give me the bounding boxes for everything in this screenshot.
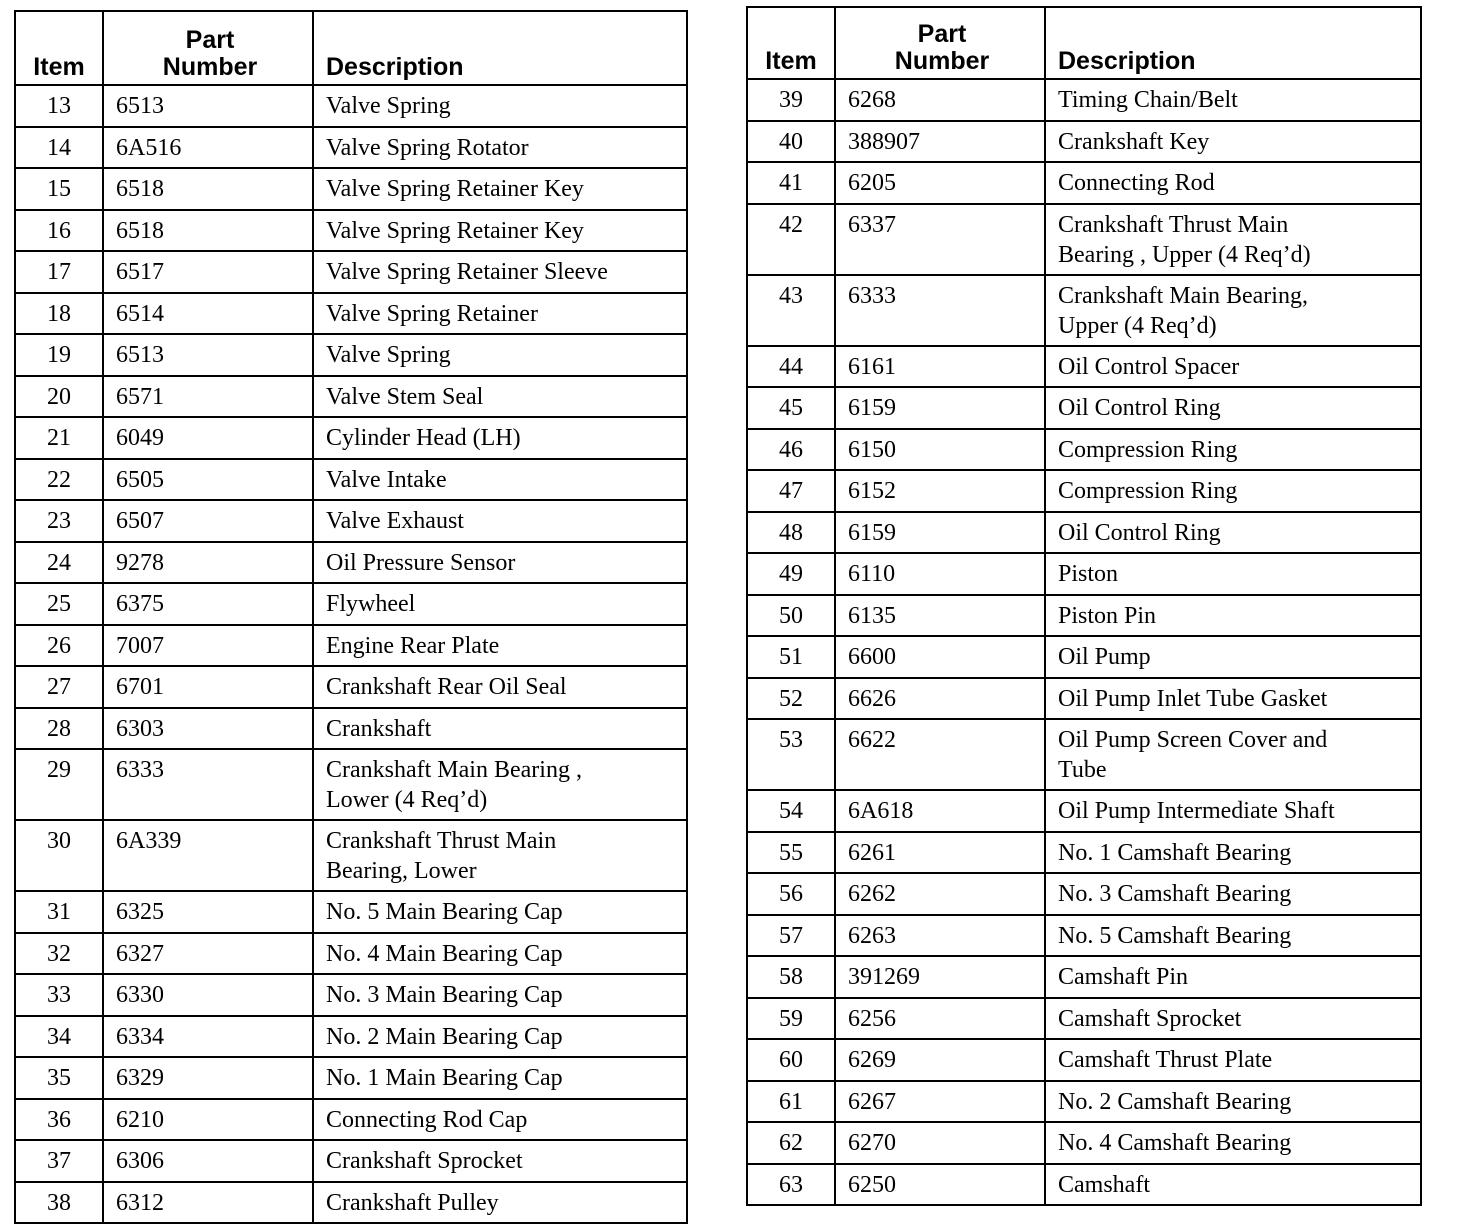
table-row [15,1016,687,1058]
part-number-cell: 6159 [835,387,1045,429]
description-cell: No. 1 Main Bearing Cap [313,1057,687,1099]
part-number-cell: 6622 [835,719,1045,790]
part-number-cell: 6A339 [103,820,313,891]
description-cell: Crankshaft [313,708,687,750]
table-row [747,512,1421,554]
description-cell: Oil Control Ring [1045,512,1421,554]
table-row [15,666,687,708]
description-cell: No. 3 Main Bearing Cap [313,974,687,1016]
item-cell: 61 [747,1081,835,1123]
table-row [747,636,1421,678]
table-row [747,162,1421,204]
description-cell: Oil Pump [1045,636,1421,678]
part-number-cell: 6626 [835,678,1045,720]
part-number-cell: 6513 [103,334,313,376]
part-number-cell: 6312 [103,1182,313,1224]
description-cell: Valve Spring Retainer [313,293,687,335]
part-number-cell: 6330 [103,974,313,1016]
part-number-cell: 391269 [835,956,1045,998]
table-row [747,79,1421,121]
table-row [15,334,687,376]
item-cell: 63 [747,1164,835,1206]
part-number-column-header: Part Number [103,11,313,85]
item-cell: 28 [15,708,103,750]
table-row [15,1140,687,1182]
table-row [15,820,687,891]
table-row [747,832,1421,874]
part-number-column-header: Part Number [835,7,1045,79]
part-number-cell: 6135 [835,595,1045,637]
part-number-cell: 6269 [835,1039,1045,1081]
item-cell: 46 [747,429,835,471]
description-cell: No. 4 Main Bearing Cap [313,933,687,975]
item-cell: 20 [15,376,103,418]
parts-table-right [746,6,1422,1206]
item-cell: 41 [747,162,835,204]
table-row [747,1081,1421,1123]
part-number-cell: 6152 [835,470,1045,512]
item-cell: 31 [15,891,103,933]
part-number-cell: 6250 [835,1164,1045,1206]
part-number-cell: 6268 [835,79,1045,121]
description-cell: Valve Spring Retainer Sleeve [313,251,687,293]
description-cell: Flywheel [313,583,687,625]
description-cell: Oil Pump Screen Cover and Tube [1045,719,1421,790]
table-row [747,470,1421,512]
part-number-cell: 6325 [103,891,313,933]
description-cell: Compression Ring [1045,470,1421,512]
description-cell: Connecting Rod Cap [313,1099,687,1141]
part-number-cell: 6049 [103,417,313,459]
description-cell: Crankshaft Main Bearing , Lower (4 Req’d) [313,749,687,820]
item-cell: 29 [15,749,103,820]
table-row [747,1039,1421,1081]
item-cell: 62 [747,1122,835,1164]
part-number-cell: 6263 [835,915,1045,957]
description-cell: Oil Pump Inlet Tube Gasket [1045,678,1421,720]
description-cell: No. 5 Main Bearing Cap [313,891,687,933]
table-row [15,210,687,252]
item-cell: 39 [747,79,835,121]
item-cell: 43 [747,275,835,346]
description-cell: No. 3 Camshaft Bearing [1045,873,1421,915]
description-cell: Camshaft [1045,1164,1421,1206]
item-cell: 15 [15,168,103,210]
part-number-cell: 7007 [103,625,313,667]
item-column-header: Item [15,11,103,85]
description-cell: No. 1 Camshaft Bearing [1045,832,1421,874]
description-cell: Cylinder Head (LH) [313,417,687,459]
header-row [15,11,687,85]
description-cell: Valve Intake [313,459,687,501]
item-cell: 50 [747,595,835,637]
part-number-cell: 6329 [103,1057,313,1099]
item-cell: 19 [15,334,103,376]
part-number-cell: 6518 [103,168,313,210]
table-row [15,1057,687,1099]
table-row [747,873,1421,915]
part-number-cell: 6334 [103,1016,313,1058]
table-row [747,121,1421,163]
part-number-cell: 6256 [835,998,1045,1040]
item-cell: 13 [15,85,103,127]
parts-table-left [14,10,688,1224]
item-cell: 21 [15,417,103,459]
part-number-cell: 6701 [103,666,313,708]
description-cell: Crankshaft Thrust Main Bearing , Upper (4 Req’d) [1045,204,1421,275]
item-cell: 35 [15,1057,103,1099]
part-number-cell: 6513 [103,85,313,127]
table-row [747,1122,1421,1164]
part-number-cell: 6A618 [835,790,1045,832]
part-number-cell: 6150 [835,429,1045,471]
part-number-cell: 9278 [103,542,313,584]
item-cell: 17 [15,251,103,293]
description-cell: Crankshaft Key [1045,121,1421,163]
item-cell: 22 [15,459,103,501]
item-cell: 34 [15,1016,103,1058]
table-row [747,1164,1421,1206]
part-number-cell: 6303 [103,708,313,750]
item-cell: 37 [15,1140,103,1182]
table-row [15,127,687,169]
description-column-header: Description [313,11,687,85]
table-row [15,708,687,750]
table-row [15,500,687,542]
part-number-cell: 6333 [835,275,1045,346]
part-number-cell: 6261 [835,832,1045,874]
description-column-header: Description [1045,7,1421,79]
header-row [747,7,1421,79]
description-cell: Valve Spring Retainer Key [313,168,687,210]
part-number-cell: 6270 [835,1122,1045,1164]
description-cell: Oil Pump Intermediate Shaft [1045,790,1421,832]
table-row [15,376,687,418]
table-row [15,293,687,335]
description-cell: Piston Pin [1045,595,1421,637]
item-cell: 38 [15,1182,103,1224]
table-row [747,346,1421,388]
item-cell: 45 [747,387,835,429]
part-number-cell: 6159 [835,512,1045,554]
table-row [747,915,1421,957]
table-row [747,719,1421,790]
item-cell: 48 [747,512,835,554]
item-cell: 58 [747,956,835,998]
table-row [747,429,1421,471]
table-row [15,417,687,459]
description-cell: Valve Exhaust [313,500,687,542]
description-cell: Camshaft Pin [1045,956,1421,998]
description-cell: No. 2 Camshaft Bearing [1045,1081,1421,1123]
part-number-cell: 6514 [103,293,313,335]
item-cell: 53 [747,719,835,790]
table-row [15,625,687,667]
part-number-cell: 6517 [103,251,313,293]
description-cell: No. 5 Camshaft Bearing [1045,915,1421,957]
part-number-cell: 6333 [103,749,313,820]
table-row [15,542,687,584]
table-row [747,956,1421,998]
table-row [15,583,687,625]
part-number-cell: 6262 [835,873,1045,915]
table-row [15,85,687,127]
item-cell: 30 [15,820,103,891]
item-cell: 24 [15,542,103,584]
item-cell: 59 [747,998,835,1040]
description-cell: Oil Pressure Sensor [313,542,687,584]
item-cell: 32 [15,933,103,975]
part-number-cell: 388907 [835,121,1045,163]
description-cell: Piston [1045,553,1421,595]
table-row [747,678,1421,720]
item-column-header: Item [747,7,835,79]
item-cell: 42 [747,204,835,275]
table-body-right [747,79,1421,1205]
item-cell: 52 [747,678,835,720]
description-cell: Camshaft Sprocket [1045,998,1421,1040]
description-cell: No. 2 Main Bearing Cap [313,1016,687,1058]
description-cell: Timing Chain/Belt [1045,79,1421,121]
item-cell: 57 [747,915,835,957]
description-cell: Crankshaft Sprocket [313,1140,687,1182]
description-cell: Oil Control Ring [1045,387,1421,429]
description-cell: Valve Spring Retainer Key [313,210,687,252]
description-cell: Camshaft Thrust Plate [1045,1039,1421,1081]
part-number-cell: 6375 [103,583,313,625]
description-cell: Connecting Rod [1045,162,1421,204]
table-body-left [15,85,687,1223]
item-cell: 36 [15,1099,103,1141]
item-cell: 27 [15,666,103,708]
description-cell: Crankshaft Pulley [313,1182,687,1224]
item-cell: 33 [15,974,103,1016]
part-number-cell: 6518 [103,210,313,252]
part-number-cell: 6571 [103,376,313,418]
table-row [15,974,687,1016]
table-row [15,168,687,210]
table-row [747,790,1421,832]
item-cell: 56 [747,873,835,915]
table-row [15,891,687,933]
description-cell: Valve Stem Seal [313,376,687,418]
item-cell: 23 [15,500,103,542]
description-cell: Oil Control Spacer [1045,346,1421,388]
part-number-cell: 6507 [103,500,313,542]
description-cell: No. 4 Camshaft Bearing [1045,1122,1421,1164]
item-cell: 44 [747,346,835,388]
part-number-cell: 6306 [103,1140,313,1182]
table-row [747,204,1421,275]
table-row [15,933,687,975]
item-cell: 40 [747,121,835,163]
part-number-cell: 6337 [835,204,1045,275]
table-row [15,1099,687,1141]
item-cell: 55 [747,832,835,874]
part-number-cell: 6327 [103,933,313,975]
item-cell: 51 [747,636,835,678]
table-row [15,251,687,293]
table-row [15,459,687,501]
table-row [747,553,1421,595]
table-row [747,387,1421,429]
part-number-cell: 6267 [835,1081,1045,1123]
description-cell: Valve Spring [313,334,687,376]
item-cell: 54 [747,790,835,832]
item-cell: 14 [15,127,103,169]
description-cell: Crankshaft Thrust Main Bearing, Lower [313,820,687,891]
table-row [747,595,1421,637]
item-cell: 18 [15,293,103,335]
description-cell: Crankshaft Rear Oil Seal [313,666,687,708]
table-row [15,749,687,820]
table-row [747,275,1421,346]
description-cell: Valve Spring [313,85,687,127]
item-cell: 60 [747,1039,835,1081]
description-cell: Valve Spring Rotator [313,127,687,169]
part-number-cell: 6600 [835,636,1045,678]
part-number-cell: 6210 [103,1099,313,1141]
item-cell: 47 [747,470,835,512]
description-cell: Engine Rear Plate [313,625,687,667]
part-number-cell: 6161 [835,346,1045,388]
part-number-cell: 6110 [835,553,1045,595]
description-cell: Crankshaft Main Bearing, Upper (4 Req’d) [1045,275,1421,346]
part-number-cell: 6505 [103,459,313,501]
item-cell: 25 [15,583,103,625]
part-number-cell: 6205 [835,162,1045,204]
item-cell: 16 [15,210,103,252]
description-cell: Compression Ring [1045,429,1421,471]
part-number-cell: 6A516 [103,127,313,169]
item-cell: 26 [15,625,103,667]
table-row [747,998,1421,1040]
item-cell: 49 [747,553,835,595]
table-row [15,1182,687,1224]
